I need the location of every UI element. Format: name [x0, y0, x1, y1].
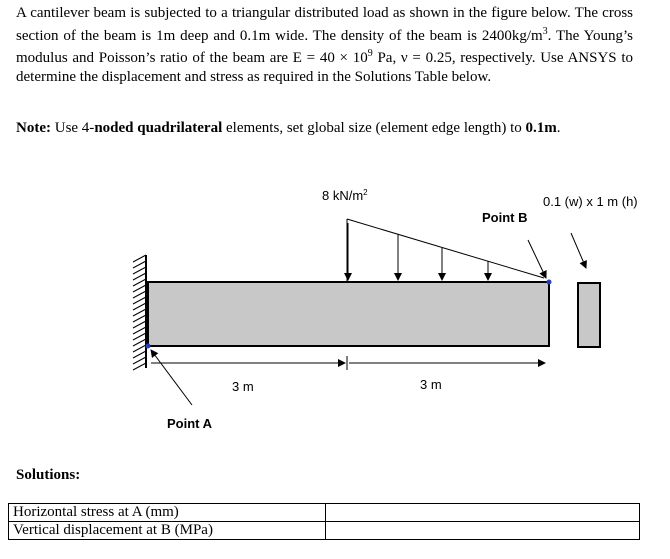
- table-row: [9, 504, 640, 522]
- note-bold-1: noded quadrilateral: [94, 120, 223, 136]
- point-b-arrow: [528, 240, 546, 278]
- note-text-1: Use 4-: [50, 120, 95, 136]
- point-a-marker: [146, 344, 151, 349]
- statement-part-1: A cantilever beam is subjected to a triangular distributed load as shown in the figure below. The cross section of the beam is 1m deep and 0.1m wide. The density of the beam is 2400kg/m: [16, 5, 633, 44]
- row-label: Horizontal stress at A (mm): [9, 504, 326, 522]
- point-a-arrow: [151, 350, 192, 405]
- cross-section: [578, 283, 600, 347]
- point-b-marker: [547, 280, 552, 285]
- statement-part-2: . The Young’s modulus and Poisson’s ratio of the beam are E = 40 × 10: [16, 27, 633, 66]
- note-text-3: .: [556, 120, 561, 136]
- statement-part-3: Pa, ν = 0.25, respectively. Use ANSYS to determine the displacement and stress as required in the Solutions Table below.: [16, 50, 633, 85]
- dim-left-label: 3 m: [232, 379, 254, 394]
- statement-sup-2: 9: [367, 48, 373, 59]
- problem-statement: [16, 4, 633, 86]
- point-b-label: Point B: [482, 210, 528, 225]
- beam-figure: [0, 180, 670, 450]
- fixed-support: [133, 255, 146, 370]
- section-arrow: [571, 233, 586, 268]
- section-label: 0.1 (w) x 1 m (h): [543, 194, 638, 209]
- note-text-2: elements, set global size (element edge length) to: [222, 120, 526, 136]
- dimension-lines: [151, 356, 545, 370]
- solutions-heading: Solutions:: [16, 467, 81, 483]
- dim-right-label: 3 m: [420, 377, 442, 392]
- answer-cell[interactable]: [326, 504, 640, 522]
- table-row: [9, 522, 640, 540]
- beam-body: [148, 282, 549, 346]
- point-a-label: Point A: [167, 416, 213, 431]
- note-label: Note:: [16, 120, 51, 136]
- answer-cell[interactable]: [326, 522, 640, 540]
- note: [16, 119, 560, 137]
- statement-sup-1: 3: [542, 25, 548, 37]
- solutions-table: [8, 503, 640, 540]
- note-bold-2: 0.1m: [525, 120, 557, 136]
- row-label: Vertical displacement at B (MPa): [9, 522, 326, 540]
- load-label: 8 $kN/m^2$: [322, 188, 368, 203]
- distributed-load: [347, 219, 544, 282]
